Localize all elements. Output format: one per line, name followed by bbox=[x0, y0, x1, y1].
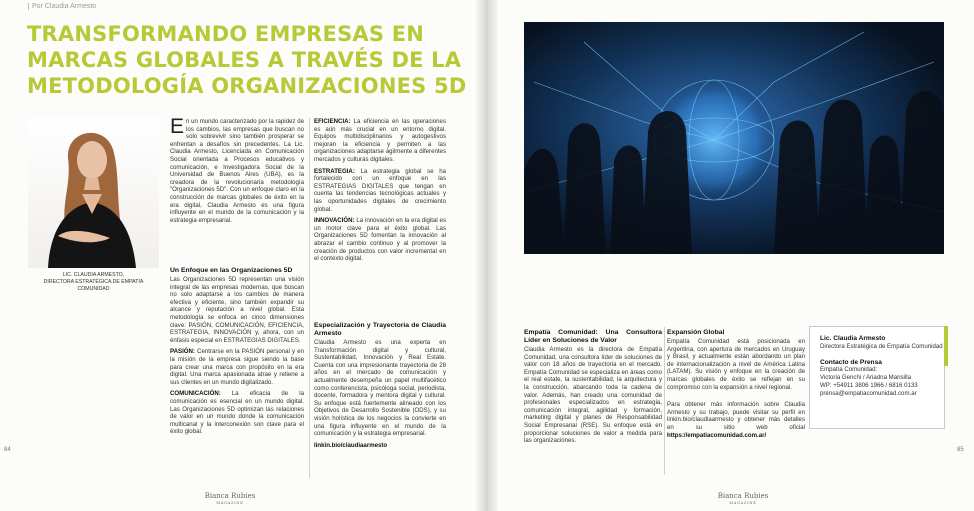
link-empatiacomunidad[interactable]: https://empatiacomunidad.com.ar/ bbox=[667, 431, 767, 439]
contact-name: Lic. Claudia Armesto bbox=[820, 335, 886, 342]
heading-empatia: Empatía Comunidad: Una Consultora Líder en Soluciones de Valor bbox=[524, 329, 662, 344]
press-org: Empatía Comunidad: bbox=[820, 366, 878, 374]
column-expansion bbox=[667, 327, 805, 443]
paragraph-trayectoria: Claudia Armesto es una experta en Transformación digital y cultural, Sustentabilidad, Innovación y Real Estate. Cuenta con una impresionante trayectoria de 28 años en el mercado de comunicación y actualmente desempeña un papel multifacético como conferencista, psicóloga social, periodista, docente, formadora y mentora digital y cultural. Su enfoque está fuertemente alineado con los Objetivos de Desarrollo Sostenible (ODS), y su visión holística de los negocios la convierte en una figura influyente en el mundo de la comunicación y la estrategia empresarial. bbox=[314, 339, 446, 438]
dropcap: E bbox=[170, 115, 185, 138]
press-email[interactable]: prensa@empatiacomunidad.com.ar bbox=[820, 389, 917, 397]
hero-image-network bbox=[524, 22, 944, 254]
column-empatia bbox=[524, 327, 662, 449]
column-dimensiones bbox=[314, 118, 446, 267]
press-people: Victoria Genchi / Ariadna Mansilla bbox=[820, 374, 912, 382]
term-estrategia: ESTRATEGIA: bbox=[314, 167, 355, 175]
global-network-illustration bbox=[524, 22, 944, 254]
paragraph-expansion: Empatía Comunidad está posicionada en Argentina, con apertura de mercados en Uruguay y Brasil, y actualmente están abordando un plan de internacionalización a nivel de América Latina (LATAM). Su visión y enfoque en la creación de marcas globales de éxito se reflejan en su compromiso con la expansión a nivel regional. bbox=[667, 338, 805, 391]
portrait-photo bbox=[28, 118, 159, 268]
heading-trayectoria: Especialización y Trayectoria de Claudia Armesto bbox=[314, 322, 446, 337]
contact-role: Directora Estratégica de Empatía Comunidad bbox=[820, 342, 943, 350]
accent-bar bbox=[944, 326, 948, 366]
paragraph-comunicacion: La eficacia de la comunicación es esencial en un mundo digital. Las Organizaciones 5D optimizan las relaciones de valor en un mundo donde la comunicación multicanal y la interconexión son clave para el éxito global. bbox=[170, 390, 304, 436]
column-intro bbox=[170, 115, 304, 228]
link-claudiaarmesto[interactable]: linkin.bio/claudiaarmesto bbox=[314, 441, 388, 449]
footer-logo-left bbox=[200, 493, 260, 507]
column-enfoque bbox=[170, 265, 304, 440]
footer-brand-left: Bianca Rubies bbox=[204, 492, 256, 500]
intro-text: n un mundo caracterizado por la rapidez de los cambios, las empresas que buscan no solo sobrevivir sino también prosperar se enfrentan a desafíos sin precedentes. La Lic. Claudia Armesto, Licenciada en Comunicación Social orientada a Procesos educativos y comunicación, e Investigadora Social de la Universidad de Buenos Aires (UBA), es la creadora de la revolucionaria metodología "Organizaciones 5D". Con un enfoque claro en la construcción de marcas globales de éxito en la era digital, Claudia Armesto es una figura influyente en el mundo de la comunicación y la estrategia empresarial. bbox=[170, 118, 304, 224]
footer-logo-right bbox=[713, 493, 773, 507]
term-eficiencia: EFICIENCIA: bbox=[314, 118, 351, 125]
press-contact-heading: Contacto de Prensa bbox=[820, 358, 882, 366]
page-gutter bbox=[476, 0, 498, 511]
paragraph-empatia: Claudia Armesto es la directora de Empatía Comunidad, una consultora líder de soluciones de valor con 18 años de trayectoria en el mercado. Empatía Comunidad se especializa en áreas como el real estate, la sustentabilidad, la arquitectura y la construcción, abarcando toda la cadena de valor. Además, han creado una comunidad de profesionales especializados en estrategia, comunicación integral, agilidad y formación, marketing digital y planes de Responsabilidad Social Empresarial (RSE). Su enfoque está en proporcionar soluciones de valor a medida para las organizaciones. bbox=[524, 346, 662, 445]
page-number-right: 85 bbox=[957, 447, 964, 453]
byline: Por Claudia Armesto bbox=[28, 3, 96, 10]
footer-sub-left: MAGAZINE bbox=[216, 501, 244, 505]
caption-role: DIRECTORA ESTRATÉGICA DE EMPATÍA COMUNIDAD bbox=[43, 279, 144, 292]
paragraph-enfoque: Las Organizaciones 5D representan una visión integral de las empresas modernas, que buscan no solo adaptarse a los cambios de manera efectiva y eficiente, sino también expandir su alcance y reputación a nivel global. Esta metodología se enfoca en cinco dimensiones clave: PASIÓN, COMUNICACIÓN, EFICIENCIA, ESTRATEGIA, INNOVACIÓN y, ahora, con un énfasis especial en ESTRATEGIAS DIGITALES. bbox=[170, 276, 304, 344]
column-trayectoria bbox=[314, 320, 446, 453]
caption-name: LIC. CLAUDIA ARMESTO, bbox=[62, 272, 125, 278]
term-comunicacion: COMUNICACIÓN: bbox=[170, 390, 221, 398]
page-number-left: 84 bbox=[4, 447, 11, 453]
portrait-illustration bbox=[28, 118, 159, 268]
term-pasion: PASIÓN: bbox=[170, 348, 195, 356]
paragraph-more-info: Para obtener más información sobre Claudia Armesto y su trabajo, puede visitar su perfil en linkin.bio/claudiaarmesto y obtener más detalles en su sitio web oficial bbox=[667, 401, 805, 431]
press-phone: WP: +54911 3806 1966 / 6816 0133 bbox=[820, 381, 918, 389]
term-innovacion: INNOVACIÓN: bbox=[314, 217, 355, 225]
paragraph-pasion: Centrarse en la PASIÓN personal y en la misión de la empresa sigue siendo la base para crear una marca con propósito en la era digital. Una marca apasionada atrae y retiene a sus clientes en un mundo digitalizado. bbox=[170, 348, 304, 386]
photo-caption bbox=[28, 272, 159, 293]
article-title: TRANSFORMANDO EMPRESAS EN MARCAS GLOBALES A TRAVÉS DE LA METODOLOGÍA ORGANIZACIONES 5D bbox=[27, 22, 467, 98]
column-divider-right bbox=[664, 327, 665, 475]
paragraph-eficiencia: La eficiencia en las operaciones es aún más crucial en un entorno digital. Equipos multidisciplinarios y autogestivos mejoran la eficiencia y permiten a las organizaciones adaptarse ágilmente a diferentes mercados y culturas digitales. bbox=[314, 118, 446, 163]
heading-enfoque: Un Enfoque en las Organizaciones 5D bbox=[170, 267, 293, 274]
heading-expansion: Expansión Global bbox=[667, 329, 725, 336]
column-divider bbox=[309, 118, 310, 478]
contact-box bbox=[809, 326, 945, 429]
paragraph-innovacion: La innovación en la era digital es un motor clave para el éxito global. Las Organizaciones 5D fomentan la innovación al abrazar el cambio continuo y al promover la creación de productos con valor incremental en el contexto digital. bbox=[314, 217, 446, 263]
footer-sub-right: MAGAZINE bbox=[729, 501, 757, 505]
footer-brand-right: Bianca Rubies bbox=[717, 492, 769, 500]
paragraph-estrategia: La estrategia global se ha fortalecido con un enfoque en las ESTRATEGIAS DIGITALES que tengan en cuenta las tendencias tecnológicas actuales y las oportunidades digitales de crecimiento global. bbox=[314, 167, 446, 213]
